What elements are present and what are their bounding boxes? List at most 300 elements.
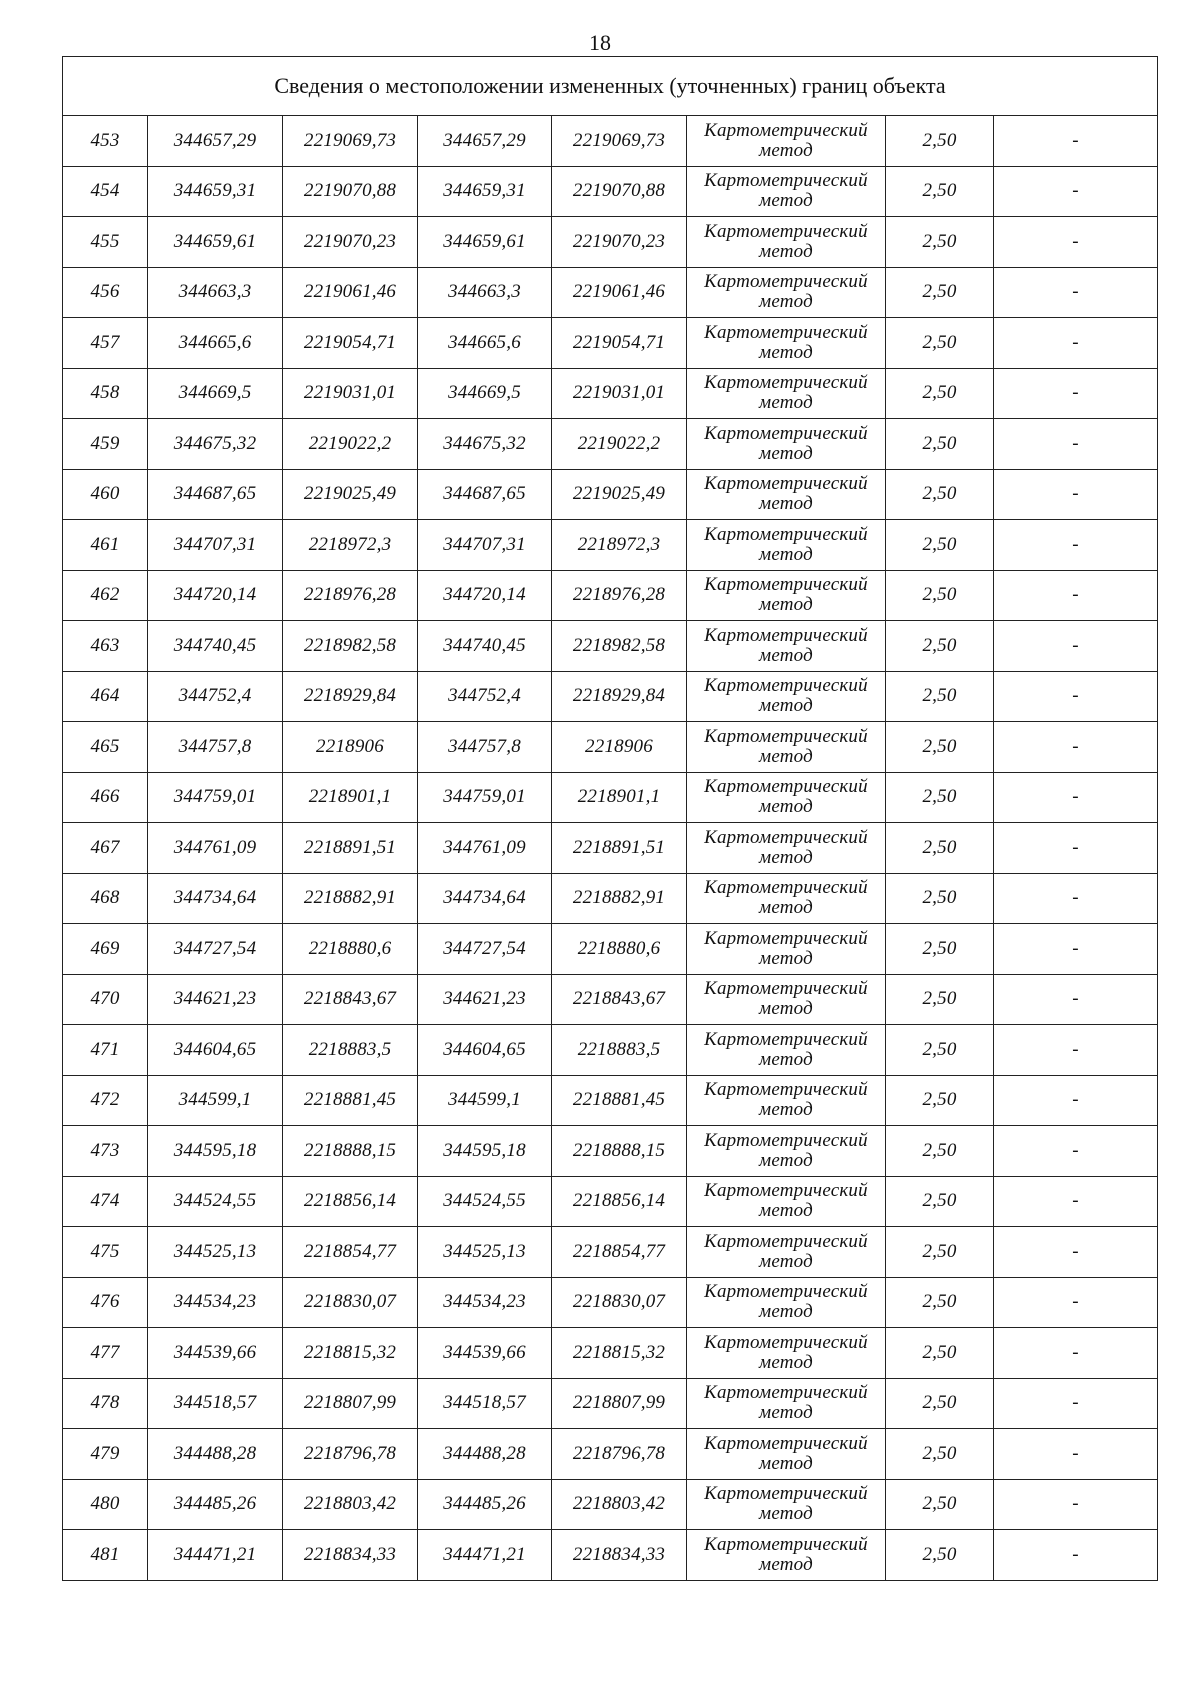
accuracy-cell: 2,50 xyxy=(886,772,994,823)
existing-y-cell: 2219061,46 xyxy=(283,267,418,318)
point-number-cell: 477 xyxy=(63,1328,148,1379)
method-line-2: метод xyxy=(759,1099,813,1121)
method-cell xyxy=(687,469,886,520)
refined-y-cell: 2218972,3 xyxy=(552,520,687,571)
table-row xyxy=(63,823,1158,874)
table-row xyxy=(63,1227,1158,1278)
table-row xyxy=(63,570,1158,621)
note-cell: - xyxy=(994,318,1158,369)
accuracy-cell: 2,50 xyxy=(886,318,994,369)
existing-x-cell: 344665,6 xyxy=(148,318,283,369)
method-line-2: метод xyxy=(759,1149,813,1171)
refined-x-cell: 344525,13 xyxy=(418,1227,552,1278)
method-cell xyxy=(687,217,886,268)
method-cell xyxy=(687,873,886,924)
accuracy-cell: 2,50 xyxy=(886,873,994,924)
method-line-1: Картометрический xyxy=(704,1281,868,1303)
point-number-cell: 463 xyxy=(63,621,148,672)
point-number-cell: 469 xyxy=(63,924,148,975)
method-cell xyxy=(687,520,886,571)
refined-x-cell: 344761,09 xyxy=(418,823,552,874)
accuracy-cell: 2,50 xyxy=(886,217,994,268)
accuracy-cell: 2,50 xyxy=(886,974,994,1025)
existing-x-cell: 344659,31 xyxy=(148,166,283,217)
method-line-1: Картометрический xyxy=(704,119,868,141)
table-row xyxy=(63,1328,1158,1379)
method-cell xyxy=(687,772,886,823)
table-row xyxy=(63,974,1158,1025)
method-cell xyxy=(687,1227,886,1278)
method-line-2: метод xyxy=(759,1351,813,1373)
note-cell: - xyxy=(994,1530,1158,1581)
point-number-cell: 457 xyxy=(63,318,148,369)
method-cell xyxy=(687,823,886,874)
accuracy-cell: 2,50 xyxy=(886,368,994,419)
method-line-1: Картометрический xyxy=(704,1028,868,1050)
accuracy-cell: 2,50 xyxy=(886,823,994,874)
method-cell xyxy=(687,671,886,722)
accuracy-cell: 2,50 xyxy=(886,1378,994,1429)
note-cell: - xyxy=(994,368,1158,419)
method-line-1: Картометрический xyxy=(704,523,868,545)
refined-y-cell: 2218856,14 xyxy=(552,1176,687,1227)
method-line-2: метод xyxy=(759,897,813,919)
point-number-cell: 481 xyxy=(63,1530,148,1581)
refined-x-cell: 344687,65 xyxy=(418,469,552,520)
method-line-2: метод xyxy=(759,644,813,666)
existing-y-cell: 2218830,07 xyxy=(283,1277,418,1328)
existing-x-cell: 344659,61 xyxy=(148,217,283,268)
refined-x-cell: 344659,31 xyxy=(418,166,552,217)
boundary-coordinates-table xyxy=(62,56,1158,1581)
refined-y-cell: 2219022,2 xyxy=(552,419,687,470)
method-cell xyxy=(687,166,886,217)
refined-x-cell: 344488,28 xyxy=(418,1429,552,1480)
existing-x-cell: 344740,45 xyxy=(148,621,283,672)
accuracy-cell: 2,50 xyxy=(886,1025,994,1076)
note-cell: - xyxy=(994,166,1158,217)
existing-y-cell: 2218856,14 xyxy=(283,1176,418,1227)
method-cell xyxy=(687,318,886,369)
refined-y-cell: 2218803,42 xyxy=(552,1479,687,1530)
refined-y-cell: 2218929,84 xyxy=(552,671,687,722)
point-number-cell: 470 xyxy=(63,974,148,1025)
table-row xyxy=(63,1530,1158,1581)
method-cell xyxy=(687,1277,886,1328)
existing-y-cell: 2218891,51 xyxy=(283,823,418,874)
refined-x-cell: 344524,55 xyxy=(418,1176,552,1227)
point-number-cell: 475 xyxy=(63,1227,148,1278)
accuracy-cell: 2,50 xyxy=(886,520,994,571)
accuracy-cell: 2,50 xyxy=(886,1075,994,1126)
method-line-1: Картометрический xyxy=(704,978,868,1000)
note-cell: - xyxy=(994,1075,1158,1126)
note-cell: - xyxy=(994,1479,1158,1530)
method-line-1: Картометрический xyxy=(704,624,868,646)
method-line-2: метод xyxy=(759,1301,813,1323)
method-line-1: Картометрический xyxy=(704,1432,868,1454)
table-row xyxy=(63,1429,1158,1480)
existing-y-cell: 2219025,49 xyxy=(283,469,418,520)
note-cell: - xyxy=(994,419,1158,470)
method-line-1: Картометрический xyxy=(704,776,868,798)
accuracy-cell: 2,50 xyxy=(886,1176,994,1227)
method-line-2: метод xyxy=(759,392,813,414)
method-cell xyxy=(687,621,886,672)
refined-x-cell: 344752,4 xyxy=(418,671,552,722)
existing-y-cell: 2219031,01 xyxy=(283,368,418,419)
method-line-1: Картометрический xyxy=(704,927,868,949)
method-cell xyxy=(687,1378,886,1429)
note-cell: - xyxy=(994,1429,1158,1480)
refined-x-cell: 344621,23 xyxy=(418,974,552,1025)
note-cell: - xyxy=(994,924,1158,975)
refined-y-cell: 2218888,15 xyxy=(552,1126,687,1177)
note-cell: - xyxy=(994,1025,1158,1076)
table-title-row xyxy=(63,57,1158,116)
refined-x-cell: 344707,31 xyxy=(418,520,552,571)
accuracy-cell: 2,50 xyxy=(886,1126,994,1177)
refined-y-cell: 2219070,88 xyxy=(552,166,687,217)
existing-x-cell: 344675,32 xyxy=(148,419,283,470)
existing-y-cell: 2218854,77 xyxy=(283,1227,418,1278)
accuracy-cell: 2,50 xyxy=(886,722,994,773)
accuracy-cell: 2,50 xyxy=(886,671,994,722)
point-number-cell: 472 xyxy=(63,1075,148,1126)
page-number: 18 xyxy=(589,30,611,55)
refined-x-cell: 344727,54 xyxy=(418,924,552,975)
point-number-cell: 460 xyxy=(63,469,148,520)
refined-x-cell: 344539,66 xyxy=(418,1328,552,1379)
note-cell: - xyxy=(994,1227,1158,1278)
existing-x-cell: 344485,26 xyxy=(148,1479,283,1530)
existing-x-cell: 344524,55 xyxy=(148,1176,283,1227)
method-cell xyxy=(687,1429,886,1480)
point-number-cell: 473 xyxy=(63,1126,148,1177)
existing-x-cell: 344720,14 xyxy=(148,570,283,621)
refined-x-cell: 344734,64 xyxy=(418,873,552,924)
existing-y-cell: 2219054,71 xyxy=(283,318,418,369)
method-line-2: метод xyxy=(759,341,813,363)
refined-y-cell: 2218854,77 xyxy=(552,1227,687,1278)
refined-x-cell: 344675,32 xyxy=(418,419,552,470)
method-cell xyxy=(687,570,886,621)
refined-y-cell: 2218882,91 xyxy=(552,873,687,924)
table-row xyxy=(63,621,1158,672)
accuracy-cell: 2,50 xyxy=(886,469,994,520)
refined-x-cell: 344663,3 xyxy=(418,267,552,318)
method-line-1: Картометрический xyxy=(704,1483,868,1505)
method-cell xyxy=(687,1328,886,1379)
refined-y-cell: 2218843,67 xyxy=(552,974,687,1025)
point-number-cell: 471 xyxy=(63,1025,148,1076)
method-cell xyxy=(687,419,886,470)
accuracy-cell: 2,50 xyxy=(886,116,994,167)
method-line-1: Картометрический xyxy=(704,1180,868,1202)
point-number-cell: 468 xyxy=(63,873,148,924)
accuracy-cell: 2,50 xyxy=(886,924,994,975)
note-cell: - xyxy=(994,1277,1158,1328)
method-line-2: метод xyxy=(759,1553,813,1575)
method-line-1: Картометрический xyxy=(704,725,868,747)
method-line-1: Картометрический xyxy=(704,877,868,899)
existing-y-cell: 2218883,5 xyxy=(283,1025,418,1076)
refined-y-cell: 2218830,07 xyxy=(552,1277,687,1328)
table-row xyxy=(63,1025,1158,1076)
refined-x-cell: 344657,29 xyxy=(418,116,552,167)
existing-y-cell: 2219022,2 xyxy=(283,419,418,470)
method-line-1: Картометрический xyxy=(704,1331,868,1353)
existing-y-cell: 2219070,23 xyxy=(283,217,418,268)
point-number-cell: 479 xyxy=(63,1429,148,1480)
refined-x-cell: 344471,21 xyxy=(418,1530,552,1581)
table-row xyxy=(63,419,1158,470)
note-cell: - xyxy=(994,116,1158,167)
existing-x-cell: 344488,28 xyxy=(148,1429,283,1480)
existing-y-cell: 2219070,88 xyxy=(283,166,418,217)
note-cell: - xyxy=(994,621,1158,672)
table-row xyxy=(63,116,1158,167)
existing-x-cell: 344707,31 xyxy=(148,520,283,571)
point-number-cell: 465 xyxy=(63,722,148,773)
existing-x-cell: 344525,13 xyxy=(148,1227,283,1278)
note-cell: - xyxy=(994,823,1158,874)
method-cell xyxy=(687,1479,886,1530)
refined-y-cell: 2218880,6 xyxy=(552,924,687,975)
existing-y-cell: 2218881,45 xyxy=(283,1075,418,1126)
accuracy-cell: 2,50 xyxy=(886,419,994,470)
accuracy-cell: 2,50 xyxy=(886,570,994,621)
method-line-2: метод xyxy=(759,543,813,565)
note-cell: - xyxy=(994,671,1158,722)
method-cell xyxy=(687,116,886,167)
refined-y-cell: 2219070,23 xyxy=(552,217,687,268)
point-number-cell: 454 xyxy=(63,166,148,217)
method-line-1: Картометрический xyxy=(704,1382,868,1404)
existing-x-cell: 344539,66 xyxy=(148,1328,283,1379)
refined-y-cell: 2218881,45 xyxy=(552,1075,687,1126)
existing-x-cell: 344599,1 xyxy=(148,1075,283,1126)
method-cell xyxy=(687,924,886,975)
existing-x-cell: 344534,23 xyxy=(148,1277,283,1328)
existing-x-cell: 344604,65 xyxy=(148,1025,283,1076)
table-row xyxy=(63,217,1158,268)
point-number-cell: 456 xyxy=(63,267,148,318)
point-number-cell: 476 xyxy=(63,1277,148,1328)
note-cell: - xyxy=(994,1328,1158,1379)
point-number-cell: 462 xyxy=(63,570,148,621)
refined-y-cell: 2219069,73 xyxy=(552,116,687,167)
method-cell xyxy=(687,267,886,318)
method-cell xyxy=(687,974,886,1025)
refined-x-cell: 344485,26 xyxy=(418,1479,552,1530)
refined-x-cell: 344757,8 xyxy=(418,722,552,773)
table-row xyxy=(63,722,1158,773)
accuracy-cell: 2,50 xyxy=(886,1530,994,1581)
method-line-2: метод xyxy=(759,1048,813,1070)
existing-x-cell: 344621,23 xyxy=(148,974,283,1025)
note-cell: - xyxy=(994,772,1158,823)
method-cell xyxy=(687,1176,886,1227)
refined-y-cell: 2219025,49 xyxy=(552,469,687,520)
refined-y-cell: 2218891,51 xyxy=(552,823,687,874)
method-cell xyxy=(687,1025,886,1076)
point-number-cell: 466 xyxy=(63,772,148,823)
method-line-1: Картометрический xyxy=(704,422,868,444)
existing-y-cell: 2218880,6 xyxy=(283,924,418,975)
method-line-1: Картометрический xyxy=(704,220,868,242)
refined-x-cell: 344659,61 xyxy=(418,217,552,268)
method-line-1: Картометрический xyxy=(704,1533,868,1555)
refined-y-cell: 2219031,01 xyxy=(552,368,687,419)
refined-x-cell: 344740,45 xyxy=(418,621,552,672)
method-line-1: Картометрический xyxy=(704,321,868,343)
refined-x-cell: 344599,1 xyxy=(418,1075,552,1126)
refined-y-cell: 2218901,1 xyxy=(552,772,687,823)
existing-y-cell: 2218906 xyxy=(283,722,418,773)
table-body xyxy=(63,116,1158,1581)
refined-x-cell: 344759,01 xyxy=(418,772,552,823)
existing-x-cell: 344595,18 xyxy=(148,1126,283,1177)
method-line-1: Картометрический xyxy=(704,1230,868,1252)
method-line-2: метод xyxy=(759,240,813,262)
existing-y-cell: 2218972,3 xyxy=(283,520,418,571)
existing-y-cell: 2218901,1 xyxy=(283,772,418,823)
table-row xyxy=(63,924,1158,975)
method-line-1: Картометрический xyxy=(704,826,868,848)
method-line-1: Картометрический xyxy=(704,372,868,394)
existing-y-cell: 2218843,67 xyxy=(283,974,418,1025)
refined-y-cell: 2218982,58 xyxy=(552,621,687,672)
table-row xyxy=(63,469,1158,520)
existing-y-cell: 2218976,28 xyxy=(283,570,418,621)
table-row xyxy=(63,166,1158,217)
method-cell xyxy=(687,368,886,419)
refined-y-cell: 2218834,33 xyxy=(552,1530,687,1581)
existing-x-cell: 344471,21 xyxy=(148,1530,283,1581)
method-line-2: метод xyxy=(759,695,813,717)
method-line-2: метод xyxy=(759,745,813,767)
note-cell: - xyxy=(994,570,1158,621)
accuracy-cell: 2,50 xyxy=(886,166,994,217)
method-line-2: метод xyxy=(759,998,813,1020)
method-cell xyxy=(687,1075,886,1126)
method-line-2: метод xyxy=(759,493,813,515)
point-number-cell: 464 xyxy=(63,671,148,722)
existing-x-cell: 344657,29 xyxy=(148,116,283,167)
existing-y-cell: 2218882,91 xyxy=(283,873,418,924)
existing-y-cell: 2218796,78 xyxy=(283,1429,418,1480)
method-cell xyxy=(687,722,886,773)
accuracy-cell: 2,50 xyxy=(886,1429,994,1480)
method-line-2: метод xyxy=(759,796,813,818)
method-line-2: метод xyxy=(759,846,813,868)
method-line-2: метод xyxy=(759,1402,813,1424)
existing-x-cell: 344761,09 xyxy=(148,823,283,874)
method-line-1: Картометрический xyxy=(704,170,868,192)
existing-y-cell: 2218834,33 xyxy=(283,1530,418,1581)
existing-x-cell: 344687,65 xyxy=(148,469,283,520)
existing-y-cell: 2218803,42 xyxy=(283,1479,418,1530)
existing-y-cell: 2218982,58 xyxy=(283,621,418,672)
refined-y-cell: 2218796,78 xyxy=(552,1429,687,1480)
table-row xyxy=(63,1277,1158,1328)
refined-y-cell: 2218976,28 xyxy=(552,570,687,621)
refined-x-cell: 344595,18 xyxy=(418,1126,552,1177)
existing-y-cell: 2218807,99 xyxy=(283,1378,418,1429)
existing-x-cell: 344727,54 xyxy=(148,924,283,975)
table-row xyxy=(63,318,1158,369)
point-number-cell: 459 xyxy=(63,419,148,470)
table-row xyxy=(63,1126,1158,1177)
method-line-1: Картометрический xyxy=(704,1129,868,1151)
existing-y-cell: 2218888,15 xyxy=(283,1126,418,1177)
existing-y-cell: 2218815,32 xyxy=(283,1328,418,1379)
table-row xyxy=(63,1479,1158,1530)
existing-x-cell: 344757,8 xyxy=(148,722,283,773)
accuracy-cell: 2,50 xyxy=(886,1328,994,1379)
point-number-cell: 461 xyxy=(63,520,148,571)
note-cell: - xyxy=(994,1176,1158,1227)
refined-x-cell: 344720,14 xyxy=(418,570,552,621)
accuracy-cell: 2,50 xyxy=(886,1479,994,1530)
note-cell: - xyxy=(994,217,1158,268)
method-line-1: Картометрический xyxy=(704,675,868,697)
existing-x-cell: 344669,5 xyxy=(148,368,283,419)
refined-y-cell: 2218815,32 xyxy=(552,1328,687,1379)
point-number-cell: 480 xyxy=(63,1479,148,1530)
note-cell: - xyxy=(994,520,1158,571)
table-row xyxy=(63,671,1158,722)
note-cell: - xyxy=(994,974,1158,1025)
existing-x-cell: 344752,4 xyxy=(148,671,283,722)
method-line-2: метод xyxy=(759,442,813,464)
refined-y-cell: 2219061,46 xyxy=(552,267,687,318)
note-cell: - xyxy=(994,469,1158,520)
method-cell xyxy=(687,1530,886,1581)
refined-y-cell: 2219054,71 xyxy=(552,318,687,369)
refined-y-cell: 2218906 xyxy=(552,722,687,773)
method-cell xyxy=(687,1126,886,1177)
refined-x-cell: 344669,5 xyxy=(418,368,552,419)
existing-x-cell: 344734,64 xyxy=(148,873,283,924)
existing-y-cell: 2219069,73 xyxy=(283,116,418,167)
method-line-2: метод xyxy=(759,594,813,616)
method-line-2: метод xyxy=(759,190,813,212)
method-line-1: Картометрический xyxy=(704,473,868,495)
point-number-cell: 478 xyxy=(63,1378,148,1429)
point-number-cell: 453 xyxy=(63,116,148,167)
point-number-cell: 455 xyxy=(63,217,148,268)
accuracy-cell: 2,50 xyxy=(886,1227,994,1278)
note-cell: - xyxy=(994,1126,1158,1177)
method-line-2: метод xyxy=(759,139,813,161)
method-line-2: метод xyxy=(759,1452,813,1474)
accuracy-cell: 2,50 xyxy=(886,267,994,318)
method-line-2: метод xyxy=(759,947,813,969)
accuracy-cell: 2,50 xyxy=(886,621,994,672)
table-row xyxy=(63,873,1158,924)
table-row xyxy=(63,1176,1158,1227)
table-row xyxy=(63,1378,1158,1429)
refined-x-cell: 344604,65 xyxy=(418,1025,552,1076)
note-cell: - xyxy=(994,267,1158,318)
table-title: Сведения о местоположении измененных (уточненных) границ объекта xyxy=(63,57,1158,116)
refined-x-cell: 344518,57 xyxy=(418,1378,552,1429)
refined-y-cell: 2218883,5 xyxy=(552,1025,687,1076)
existing-x-cell: 344759,01 xyxy=(148,772,283,823)
table-row xyxy=(63,520,1158,571)
